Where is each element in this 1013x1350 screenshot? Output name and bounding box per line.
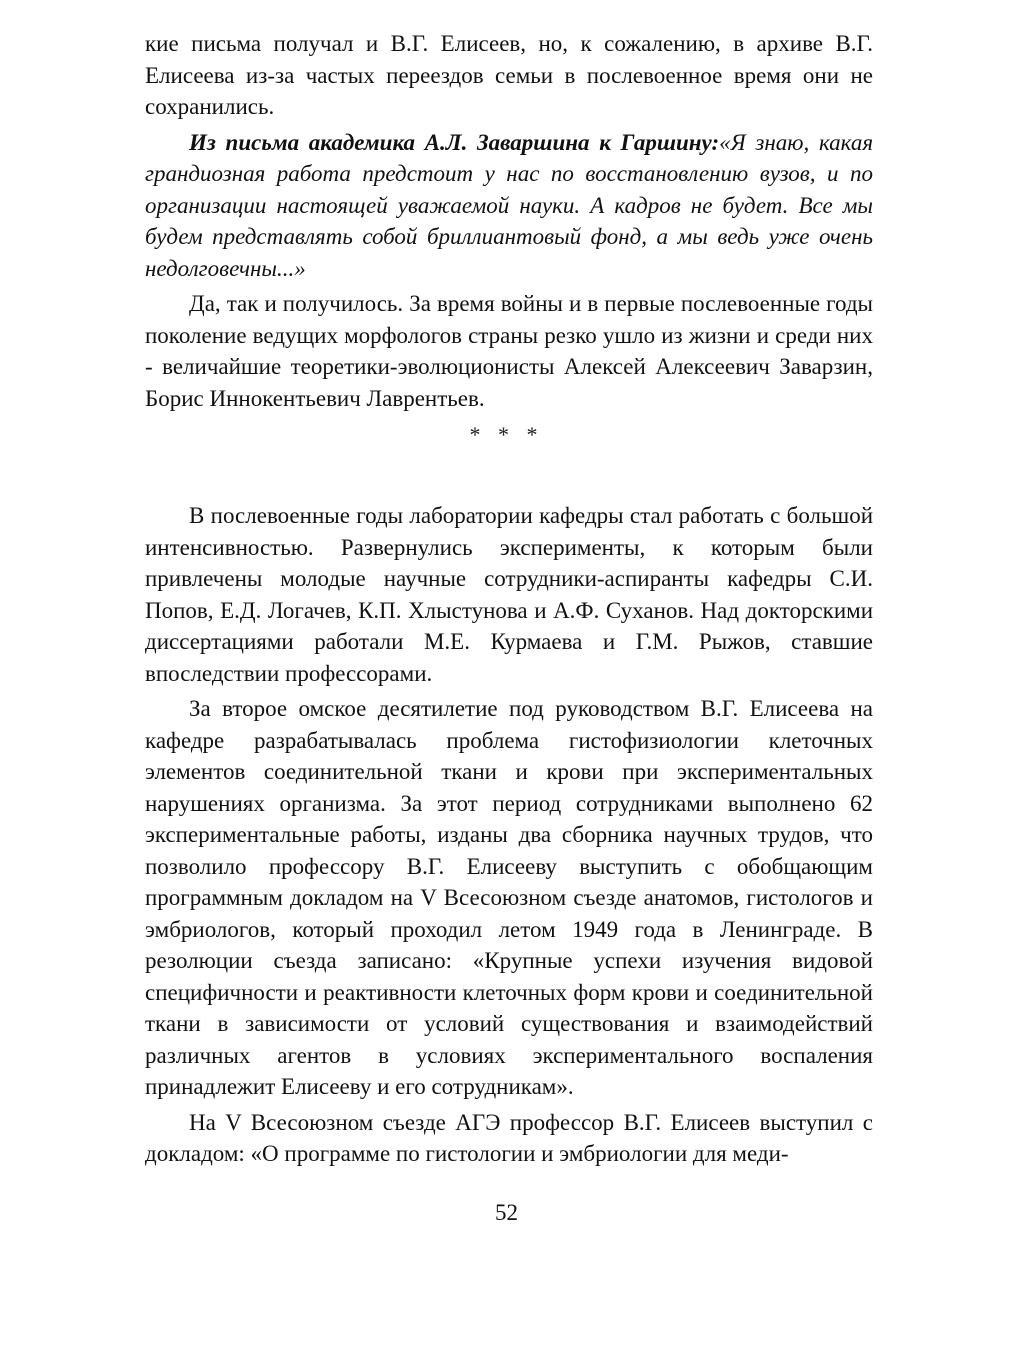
text-block-bottom (145, 500, 873, 1170)
paragraph-postwar-labs: В послевоенные годы лаборатории кафедры стал работать с большой интенсивностью. Развернулись эксперименты, к которым были привлечены молодые научные сотрудники-аспиранты кафедры С.И. Попов, Е.Д. Логачев, К.П. Хлыстунова и А.Ф. Суханов. Над докторскими диссертациями работали М.Е. Курмаева и Г.М. Рыжов, ставшие впоследствии профессорами. (145, 503, 873, 686)
quote-text: «Я знаю, какая грандиозная работа предстоит у нас по восстановлению вузов, и по организации настоящей уважаемой науки. А кадров не будет. Все мы будем представлять собой бриллиантовый фонд, а мы ведь уже очень недолговечны...» (145, 129, 874, 281)
paragraph-continuation: кие письма получал и В.Г. Елисеев, но, к сожалению, в архиве В.Г. Елисеева из-за частых переездов семьи в послевоенное время они не сохранились. (145, 31, 873, 119)
section-separator: * * * (469, 422, 544, 447)
paragraph-generation: Да, так и получилось. За время войны и в первые послевоенные годы поколение ведущих морфологов страны резко ушло из жизни и среди них - величайшие теоретики-эволюционисты Алексей Алексеевич Заварзин, Борис Иннокентьевич Лаврентьев. (145, 291, 873, 411)
text-block-top (145, 28, 873, 414)
page-number: 52 (495, 1200, 518, 1225)
paragraph-congress-report: На V Всесоюзном съезде АГЭ профессор В.Г. Елисеев выступил с докладом: «О программе по гистологии и эмбриологии для меди- (145, 1109, 873, 1166)
quote-lead-in: Из письма академика А.Л. Заваршина к Гаршину: (189, 129, 720, 155)
paragraph-letter-quote (145, 127, 873, 285)
paragraph-second-decade: За второе омское десятилетие под руководством В.Г. Елисеева на кафедре разрабатывалась проблема гистофизиологии клеточных элементов соединительной ткани и крови при экспериментальных нарушениях организма. За этот период сотрудниками выполнено 62 экспериментальные работы, изданы два сборника научных трудов, что позволило профессору В.Г. Елисееву выступить с обобщающим программным докладом на V Всесоюзном съезде анатомов, гистологов и эмбриологов, который проходил летом 1949 года в Ленинграде. В резолюции съезда записано: «Крупные успехи изучения видовой специфичности и реактивности клеточных форм крови и соединительной ткани в зависимости от условий существования и взаимодействий различных агентов в условиях экспериментального воспаления принадлежит Елисееву и его сотрудникам». (145, 696, 873, 1099)
